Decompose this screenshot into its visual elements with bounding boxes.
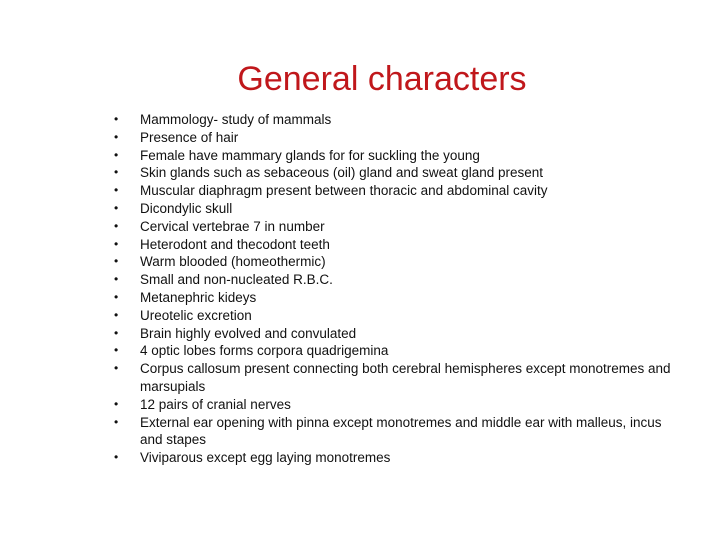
bullet-marker: •	[114, 254, 119, 269]
bullet-text: External ear opening with pinna except monotremes and middle ear with malleus, incus and stapes	[140, 414, 662, 448]
bullet-item	[114, 449, 674, 467]
bullet-marker: •	[114, 396, 119, 411]
bullet-text: Viviparous except egg laying monotremes	[140, 450, 391, 466]
bullet-text: Skin glands such as sebaceous (oil) gland and sweat gland present	[140, 165, 544, 181]
bullet-text: Presence of hair	[140, 129, 239, 145]
bullet-item	[114, 414, 674, 450]
bullet-text: 12 pairs of cranial nerves	[140, 396, 291, 412]
bullet-marker: •	[114, 325, 119, 340]
bullet-marker: •	[114, 361, 119, 376]
bullet-item	[114, 360, 674, 396]
bullet-marker: •	[114, 165, 119, 180]
slide-title: General characters	[237, 60, 527, 98]
bullet-item	[114, 253, 674, 271]
bullet-text: Muscular diaphragm present between thoracic and abdominal cavity	[140, 183, 548, 199]
bullet-item	[114, 218, 674, 236]
bullet-item	[114, 396, 674, 414]
bullet-marker: •	[114, 200, 119, 215]
bullet-item	[114, 129, 674, 147]
bullet-item	[114, 307, 674, 325]
bullet-item	[114, 325, 674, 343]
bullet-marker: •	[114, 450, 119, 465]
bullet-marker: •	[114, 129, 119, 144]
bullet-marker: •	[114, 414, 119, 429]
bullet-item	[114, 271, 674, 289]
bullet-marker: •	[114, 218, 119, 233]
bullet-text: Heterodont and thecodont teeth	[140, 236, 330, 252]
bullet-item	[114, 342, 674, 360]
bullet-text: 4 optic lobes forms corpora quadrigemina	[140, 343, 389, 359]
bullet-item	[114, 289, 674, 307]
bullet-text: Female have mammary glands for for suckling the young	[140, 147, 480, 163]
bullet-marker: •	[114, 272, 119, 287]
bullet-item	[114, 182, 674, 200]
bullet-text: Brain highly evolved and convulated	[140, 325, 357, 341]
bullet-item	[114, 236, 674, 254]
bullet-text: Mammology- study of mammals	[140, 112, 332, 127]
bullet-marker: •	[114, 236, 119, 251]
bullet-item	[114, 111, 674, 129]
bullet-marker: •	[114, 307, 119, 322]
bullet-text: Warm blooded (homeothermic)	[140, 254, 326, 270]
bullet-item	[114, 200, 674, 218]
bullet-text: Dicondylic skull	[140, 200, 233, 216]
bullet-marker: •	[114, 112, 119, 126]
bullet-item	[114, 147, 674, 165]
bullet-text: Corpus callosum present connecting both cerebral hemispheres except monotremes and marsupials	[140, 361, 671, 394]
bullet-marker: •	[114, 183, 119, 198]
bullet-marker: •	[114, 289, 119, 304]
bullet-item	[114, 164, 674, 182]
bullet-text: Small and non-nucleated R.B.C.	[140, 272, 333, 288]
bullet-text: Metanephric kideys	[140, 289, 257, 305]
bullet-text: Cervical vertebrae 7 in number	[140, 218, 325, 234]
bullet-text: Ureotelic excretion	[140, 307, 252, 323]
bullet-list	[114, 111, 674, 467]
bullet-marker: •	[114, 343, 119, 358]
bullet-marker: •	[114, 147, 119, 162]
